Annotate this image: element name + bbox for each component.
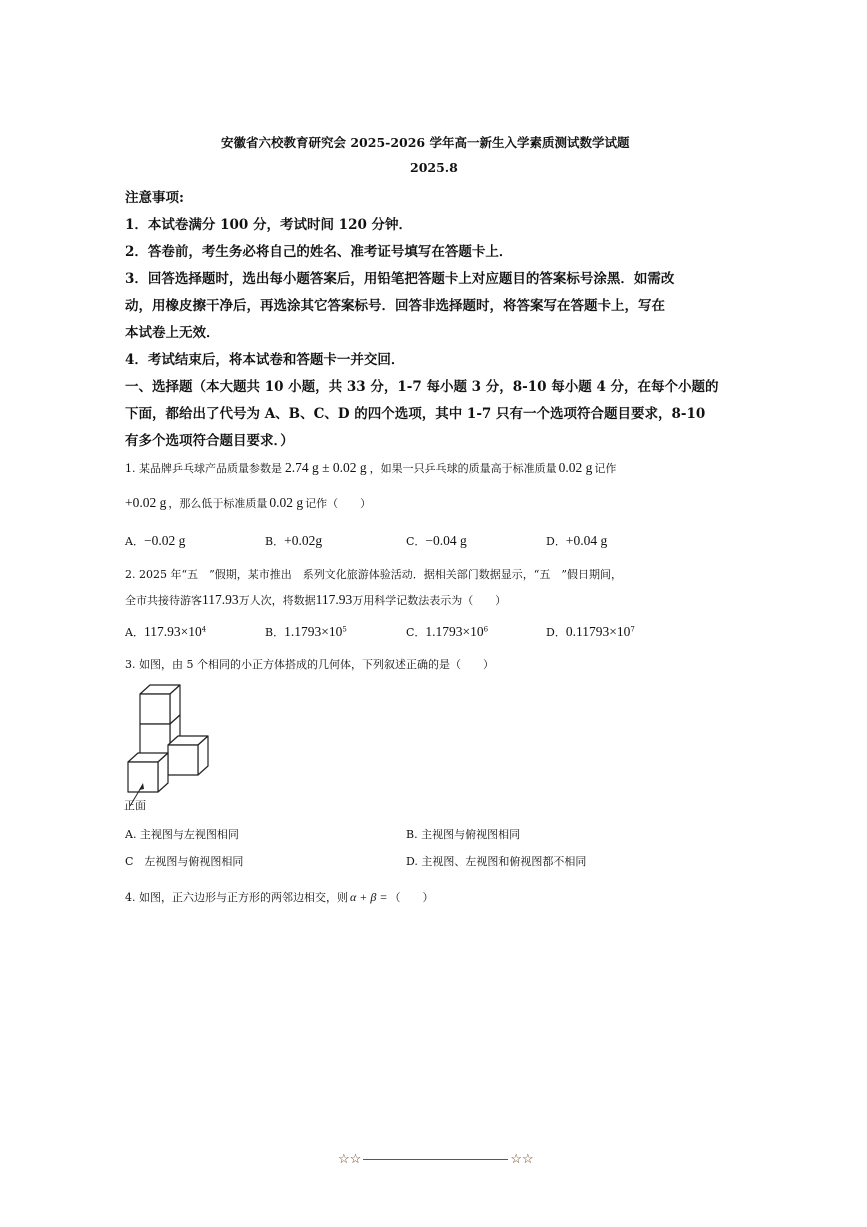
note-item: 4．考试结束后，将本试卷和答题卡一并交回． — [125, 352, 405, 368]
question-2-line-1: 2. 2025 年“五 ”假期，某市推出 系列文化旅游体验活动．据相关部门数据显示，“五 ”假日期间， — [125, 568, 622, 581]
question-4-text: 4. 如图，正六边形与正方形的两邻边相交，则 α + β = （ ） — [125, 890, 434, 904]
notes-heading: 注意事项: — [125, 190, 184, 206]
section-heading: 有多个选项符合题目要求．） — [125, 433, 294, 449]
option-a[interactable]: A．$117.93\times 10^4$ — [125, 624, 207, 639]
footer-decoration — [338, 1152, 534, 1167]
option-b[interactable]: B．$1.1793\times 10^5$ — [265, 624, 347, 639]
option-a[interactable]: A. 主视图与左视图相同 — [125, 828, 239, 841]
section-heading: 一、选择题（本大题共 10 小题，共 33 分，1-7 每小题 3 分，8-10 每小题 4 分，在每个小题的 — [125, 379, 719, 395]
option-d[interactable]: D. 主视图、左视图和俯视图都不相同 — [406, 855, 587, 868]
cube-front-face — [140, 724, 170, 754]
note-item: 2．答卷前，考生务必将自己的姓名、准考证号填写在答题卡上． — [125, 244, 513, 260]
cube-stack-figure — [120, 682, 220, 812]
section-heading: 下面，都给出了代号为 A、B、C、D 的四个选项，其中 1-7 只有一个选项符合题目要求，8-10 — [125, 406, 706, 422]
exam-date: 2025.8 — [410, 160, 458, 175]
front-label: 正面 — [124, 799, 146, 812]
question-2-line-2: 全市共接待游客117.93万人次，将数据117.93万用科学记数法表示为（ ） — [125, 592, 507, 607]
note-item: 1．本试卷满分 100 分，考试时间 120 分钟． — [125, 217, 413, 233]
option-c[interactable]: C．−0.04 g — [406, 533, 467, 548]
option-c[interactable]: C 左视图与俯视图相同 — [125, 855, 244, 868]
question-1-line-1: 1. 某品牌乒乓球产品质量参数是 2.74 g ± 0.02 g ，如果一只乒乓球的质量高于标准质量 0.02 g 记作 — [125, 460, 617, 475]
note-item: 3．回答选择题时，选出每小题答案后，用铅笔把答题卡上对应题目的答案标号涂黑．如需改 — [125, 271, 675, 287]
cube-front-face — [168, 745, 198, 775]
star-icon: ☆☆ — [510, 1152, 534, 1167]
option-b[interactable]: B．+0.02g — [265, 533, 323, 548]
footer-divider — [363, 1159, 508, 1161]
exam-title: 安徽省六校教育研究会 2025-2026 学年高一新生入学素质测试数学试题 — [221, 135, 630, 150]
note-item: 动，用橡皮擦干净后，再选涂其它答案标号．回答非选择题时，将答案写在答题卡上，写在 — [125, 298, 665, 314]
note-item: 本试卷上无效． — [125, 325, 220, 341]
star-icon: ☆☆ — [338, 1152, 362, 1167]
cube-front-face — [140, 694, 170, 724]
option-c[interactable]: C．$1.1793\times 10^6$ — [406, 624, 489, 639]
option-b[interactable]: B. 主视图与俯视图相同 — [406, 828, 521, 841]
option-a[interactable]: A．−0.02 g — [125, 533, 186, 548]
question-1-line-2: +0.02 g ，那么低于标准质量 0.02 g 记作（ ） — [125, 495, 372, 510]
option-d[interactable]: D．$0.11793\times 10^7$ — [546, 624, 635, 639]
option-d[interactable]: D．+0.04 g — [546, 533, 608, 548]
question-3-text: 3. 如图，由 5 个相同的小正方体搭成的几何体，下列叙述正确的是（ ） — [125, 658, 494, 671]
